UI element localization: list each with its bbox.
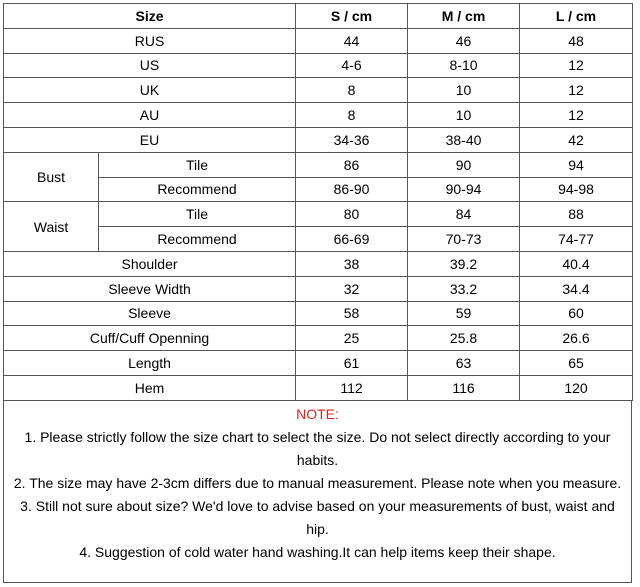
cell-m: 33.2 — [408, 276, 520, 301]
cell-m: 8-10 — [408, 53, 520, 78]
cell-s: 38 — [296, 251, 408, 276]
cell-s: 86 — [296, 152, 408, 177]
table-row-sleeve — [4, 301, 633, 326]
cell-m: 90-94 — [408, 177, 520, 202]
cell-s: 112 — [296, 375, 408, 400]
row-label: RUS — [4, 28, 296, 53]
cell-m: 59 — [408, 301, 520, 326]
row-label: Sleeve — [4, 301, 296, 326]
note-item-1: 1. Please strictly follow the size chart to select the size. Do not select directly according to your habits. — [24, 428, 611, 468]
row-label: Sleeve Width — [4, 276, 296, 301]
cell-l: 94 — [520, 152, 633, 177]
cell-m: 90 — [408, 152, 520, 177]
cell-l: 12 — [520, 103, 633, 128]
cell-s: 25 — [296, 326, 408, 351]
cell-m: 63 — [408, 351, 520, 376]
cell-l: 26.6 — [520, 326, 633, 351]
waist-label: Waist — [4, 202, 99, 252]
cell-l: 12 — [520, 53, 633, 78]
cell-l: 65 — [520, 351, 633, 376]
row-label: Hem — [4, 375, 296, 400]
table-row-shoulder — [4, 251, 633, 276]
cell-m: 10 — [408, 78, 520, 103]
table-row-uk — [4, 78, 633, 103]
cell-s: 66-69 — [296, 227, 408, 252]
cell-s: 32 — [296, 276, 408, 301]
cell-s: 4-6 — [296, 53, 408, 78]
note-item-2: 2. The size may have 2-3cm differs due to manual measurement. Please note when you measure. — [13, 474, 622, 491]
sub-label: Tile — [99, 152, 296, 177]
cell-s: 8 — [296, 78, 408, 103]
table-row-cuff — [4, 326, 633, 351]
header-s: S / cm — [296, 4, 408, 29]
table-row-sleeve-width — [4, 276, 633, 301]
bust-label: Bust — [4, 152, 99, 202]
table-row-bust-recommend — [4, 177, 633, 202]
cell-s: 61 — [296, 351, 408, 376]
table-row-length — [4, 351, 633, 376]
cell-l: 34.4 — [520, 276, 633, 301]
cell-l: 120 — [520, 375, 633, 400]
cell-l: 88 — [520, 202, 633, 227]
cell-l: 60 — [520, 301, 633, 326]
cell-m: 10 — [408, 103, 520, 128]
cell-l: 74-77 — [520, 227, 633, 252]
cell-l: 42 — [520, 127, 633, 152]
cell-s: 8 — [296, 103, 408, 128]
note-box — [3, 401, 632, 583]
cell-m: 39.2 — [408, 251, 520, 276]
cell-m: 25.8 — [408, 326, 520, 351]
cell-l: 48 — [520, 28, 633, 53]
table-row-waist-tile — [4, 202, 633, 227]
cell-s: 44 — [296, 28, 408, 53]
table-row-us — [4, 53, 633, 78]
table-row-bust-tile — [4, 152, 633, 177]
header-row — [4, 4, 633, 29]
cell-s: 58 — [296, 301, 408, 326]
cell-m: 116 — [408, 375, 520, 400]
cell-l: 12 — [520, 78, 633, 103]
table-row-au — [4, 103, 633, 128]
cell-s: 34-36 — [296, 127, 408, 152]
size-table — [3, 3, 633, 401]
table-row-eu — [4, 127, 633, 152]
note-item-4: 4. Suggestion of cold water hand washing.It can help items keep their shape. — [79, 543, 556, 560]
note-title: NOTE: — [296, 405, 339, 422]
cell-s: 86-90 — [296, 177, 408, 202]
row-label: Length — [4, 351, 296, 376]
row-label: EU — [4, 127, 296, 152]
cell-m: 38-40 — [408, 127, 520, 152]
row-label: US — [4, 53, 296, 78]
row-label: AU — [4, 103, 296, 128]
cell-l: 40.4 — [520, 251, 633, 276]
header-size: Size — [4, 4, 296, 29]
cell-s: 80 — [296, 202, 408, 227]
table-row-waist-recommend — [4, 227, 633, 252]
cell-m: 84 — [408, 202, 520, 227]
note-item-3: 3. Still not sure about size? We'd love to advise based on your measurements of bust, waist and hip. — [20, 497, 615, 537]
header-l: L / cm — [520, 4, 633, 29]
table-row-rus — [4, 28, 633, 53]
cell-m: 46 — [408, 28, 520, 53]
cell-l: 94-98 — [520, 177, 633, 202]
row-label: UK — [4, 78, 296, 103]
table-row-hem — [4, 375, 633, 400]
row-label: Shoulder — [4, 251, 296, 276]
sub-label: Tile — [99, 202, 296, 227]
sub-label: Recommend — [99, 227, 296, 252]
header-m: M / cm — [408, 4, 520, 29]
cell-m: 70-73 — [408, 227, 520, 252]
sub-label: Recommend — [99, 177, 296, 202]
row-label: Cuff/Cuff Openning — [4, 326, 296, 351]
